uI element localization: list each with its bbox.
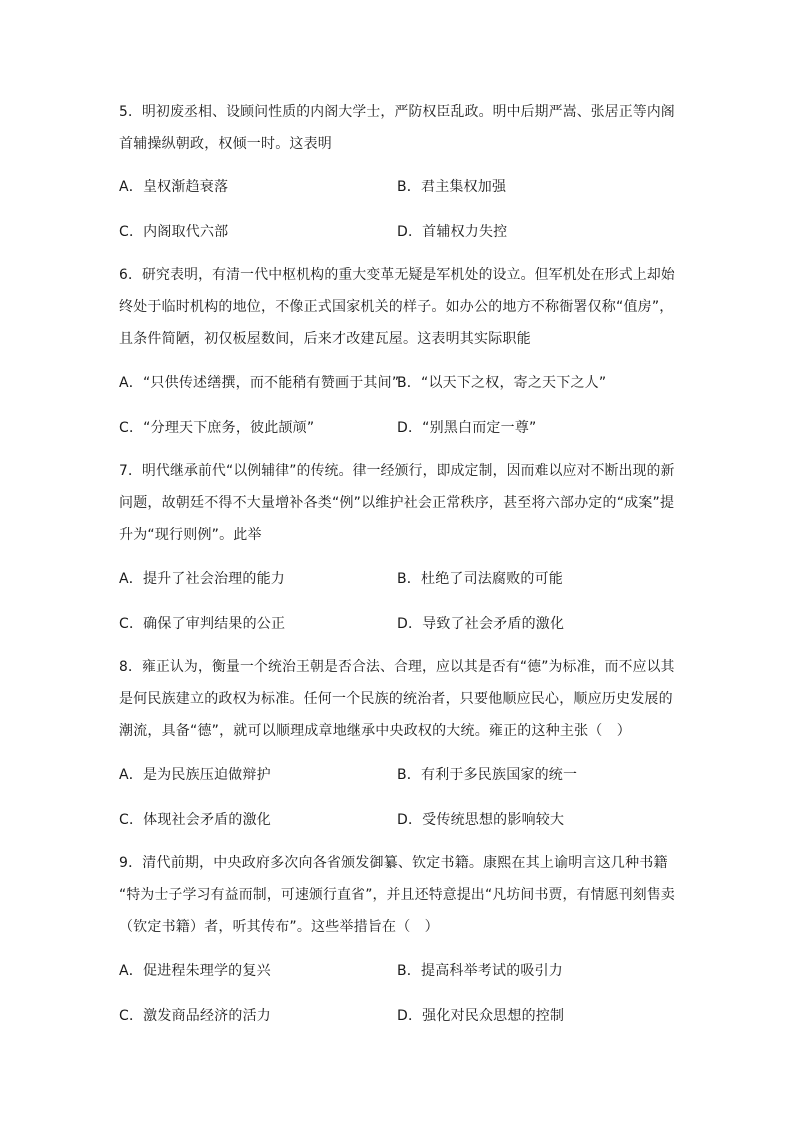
question-8-option-b: B．有利于多民族国家的统一	[397, 767, 578, 783]
question-5-stem-line-1: 5．明初废丞相、设顾问性质的内阁大学士，严防权臣乱政。明中后期严嵩、张居正等内阁	[119, 104, 675, 120]
question-5-option-d: D．首辅权力失控	[397, 224, 508, 240]
question-7-stem-line-3: 升为“现行则例”。此举	[119, 527, 262, 543]
question-8-stem-line-1: 8．雍正认为，衡量一个统治王朝是否合法、合理，应以其是否有“德”为标准，而不应以其	[119, 659, 675, 675]
question-8-option-c: C．体现社会矛盾的激化	[119, 812, 271, 828]
question-6-option-c: C．“分理天下庶务，彼此颉颃”	[119, 420, 315, 436]
question-7-stem-line-1: 7．明代继承前代“以例辅律”的传统。律一经颁行，即成定制，因而难以应对不断出现的新	[119, 463, 675, 479]
question-6-option-a: A．“只供传述缮撰，而不能稍有赞画于其间”	[119, 375, 400, 391]
question-5-option-c: C．内阁取代六部	[119, 224, 229, 240]
question-5-stem-line-2: 首辅操纵朝政，权倾一时。这表明	[119, 136, 332, 152]
question-6-stem-line-3: 且条件简陋，初仅板屋数间，后来才改建瓦屋。这表明其实际职能	[119, 331, 531, 347]
question-6-stem-line-1: 6．研究表明，有清一代中枢机构的重大变革无疑是军机处的设立。但军机处在形式上却始	[119, 267, 675, 283]
question-5-option-a: A．皇权渐趋衰落	[119, 179, 229, 195]
question-9-stem-line-1: 9．清代前期，中央政府多次向各省颁发御纂、钦定书籍。康熙在其上谕明言这几种书籍	[119, 855, 668, 871]
question-6-option-d: D．“别黑白而定一尊”	[397, 420, 537, 436]
question-6-stem-line-2: 终处于临时机构的地位，不像正式国家机关的样子。如办公的地方不称衙署仅称“值房”，	[119, 299, 674, 315]
question-8-option-d: D．受传统思想的影响较大	[397, 812, 565, 828]
question-9-stem-line-3: （钦定书籍）者，听其传布”。这些举措旨在（ ）	[119, 919, 439, 935]
question-9-option-a: A．促进程朱理学的复兴	[119, 963, 271, 979]
question-8-option-a: A．是为民族压迫做辩护	[119, 767, 271, 783]
question-7-option-d: D．导致了社会矛盾的激化	[397, 616, 565, 632]
question-9-option-d: D．强化对民众思想的控制	[397, 1008, 565, 1024]
question-9-option-c: C．激发商品经济的活力	[119, 1008, 271, 1024]
question-9-option-b: B．提高科举考试的吸引力	[397, 963, 564, 979]
question-6-option-b: B．“以天下之权，寄之天下之人”	[397, 375, 607, 391]
question-7-option-b: B．杜绝了司法腐败的可能	[397, 571, 564, 587]
question-8-stem-line-2: 是何民族建立的政权为标准。任何一个民族的统治者，只要他顺应民心，顺应历史发展的	[119, 691, 673, 707]
question-7-option-c: C．确保了审判结果的公正	[119, 616, 286, 632]
question-9-stem-line-2: “特为士子学习有益而制，可速颁行直省”，并且还特意提出“凡坊间书贾，有情愿刊刻售卖	[119, 887, 675, 903]
question-7-option-a: A．提升了社会治理的能力	[119, 571, 285, 587]
question-5-option-b: B．君主集权加强	[397, 179, 507, 195]
question-7-stem-line-2: 问题，故朝廷不得不大量增补各类“例”以维护社会正常秩序，甚至将六部办定的“成案”提	[119, 495, 675, 511]
question-8-stem-line-3: 潮流，具备“德”，就可以顺理成章地继承中央政权的大统。雍正的这种主张（ ）	[119, 723, 631, 739]
